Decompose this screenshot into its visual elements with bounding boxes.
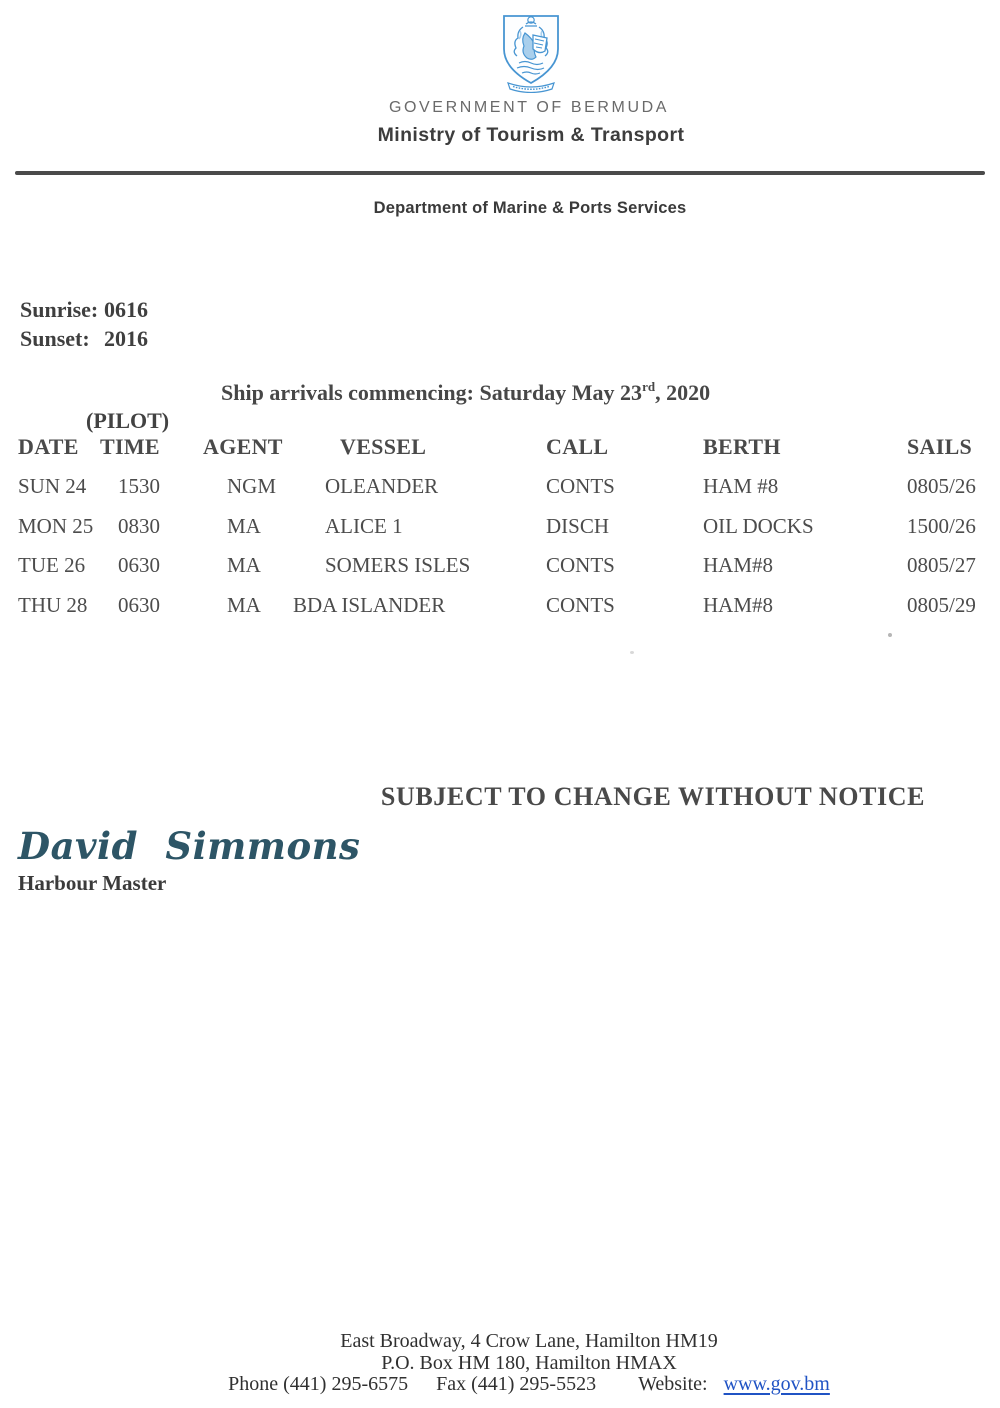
schedule-title-suffix: , 2020 (655, 380, 711, 405)
scan-speck (630, 651, 634, 654)
bermuda-crest-icon (499, 11, 563, 93)
header-divider (15, 171, 985, 175)
sunrise-value: 0616 (104, 297, 148, 322)
cell-sails: 1500/26 (907, 513, 976, 538)
sunset-label: Sunset: (20, 326, 90, 351)
sunset-row (20, 327, 148, 356)
ministry-title: Ministry of Tourism & Transport (377, 124, 685, 146)
schedule-title-prefix: Ship arrivals commencing: Saturday May 23 (221, 380, 643, 405)
cell-agent: NGM (227, 474, 277, 498)
pilot-note: (PILOT) (86, 408, 170, 433)
table-row (0, 506, 1000, 546)
cell-call: DISCH (546, 513, 610, 538)
sunrise-label: Sunrise: (20, 297, 99, 322)
cell-berth: HAM #8 (703, 474, 779, 498)
cell-call: CONTS (546, 592, 615, 617)
schedule-title-ordinal: rd (642, 379, 656, 394)
cell-call: CONTS (546, 474, 615, 498)
cell-vessel: OLEANDER (325, 474, 439, 498)
change-notice: SUBJECT TO CHANGE WITHOUT NOTICE (380, 782, 926, 811)
cell-time: 1530 (118, 474, 160, 498)
footer (0, 1331, 1000, 1396)
col-header-vessel: VESSEL (340, 434, 427, 459)
arrivals-table (0, 434, 1000, 624)
cell-time: 0830 (118, 513, 160, 538)
cell-time: 0630 (118, 592, 160, 617)
sunset-value: 2016 (104, 326, 148, 351)
footer-address-line1: East Broadway, 4 Crow Lane, Hamilton HM19 (340, 1330, 718, 1352)
cell-sails: 0805/29 (907, 592, 976, 617)
cell-date: TUE 26 (18, 553, 86, 577)
signature-name: David Simmons (18, 824, 361, 868)
scan-speck (888, 633, 892, 637)
table-row (0, 466, 1000, 506)
cell-vessel: BDA ISLANDER (293, 592, 446, 617)
cell-date: SUN 24 (18, 474, 87, 498)
cell-berth: OIL DOCKS (703, 513, 814, 538)
signature-title: Harbour Master (18, 871, 167, 895)
col-header-call: CALL (546, 434, 609, 459)
col-header-agent: AGENT (203, 434, 283, 459)
cell-sails: 0805/26 (907, 474, 976, 498)
cell-berth: HAM#8 (703, 553, 774, 577)
footer-contact-line (0, 1374, 1000, 1396)
cell-call: CONTS (546, 553, 615, 577)
government-title: GOVERNMENT OF BERMUDA (388, 99, 670, 116)
col-header-berth: BERTH (703, 434, 781, 459)
cell-date: THU 28 (18, 592, 88, 617)
cell-agent: MA (227, 553, 261, 577)
schedule-title (221, 379, 710, 406)
cell-time: 0630 (118, 553, 160, 577)
cell-vessel: SOMERS ISLES (325, 553, 471, 577)
website-link[interactable]: www.gov.bm (723, 1373, 830, 1395)
table-row (0, 585, 1000, 625)
cell-berth: HAM#8 (703, 592, 774, 617)
department-title: Department of Marine & Ports Services (373, 199, 687, 217)
table-row (0, 545, 1000, 585)
col-header-time: TIME (100, 434, 160, 459)
col-header-sails: SAILS (907, 434, 973, 459)
cell-agent: MA (227, 592, 261, 617)
cell-vessel: ALICE 1 (325, 513, 403, 538)
footer-fax: Fax (441) 295-5523 (436, 1373, 597, 1395)
col-header-date: DATE (18, 434, 79, 459)
cell-sails: 0805/27 (907, 553, 976, 577)
cell-agent: MA (227, 513, 261, 538)
footer-website-label: Website: (638, 1373, 708, 1395)
sun-times (20, 298, 148, 356)
sunrise-row (20, 298, 148, 327)
footer-address-line2: P.O. Box HM 180, Hamilton HMAX (381, 1351, 677, 1374)
table-header-row (0, 434, 1000, 466)
cell-date: MON 25 (18, 513, 94, 538)
footer-phone: Phone (441) 295-6575 (228, 1373, 409, 1395)
